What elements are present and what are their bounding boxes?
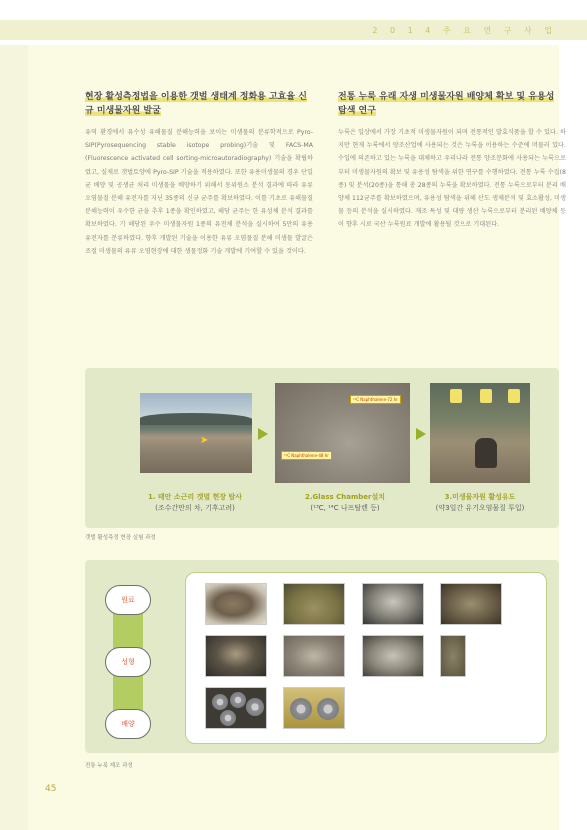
bucket-shape	[480, 389, 492, 403]
arrow-right-icon	[258, 428, 268, 440]
left-margin-strip	[0, 45, 28, 830]
left-article	[85, 90, 313, 258]
figure-caption: 갯벌 활성측정 현장 실험 과정	[85, 535, 156, 541]
step-title: 2.Glass Chamber설치	[304, 493, 386, 501]
nuruk-disc-shape	[290, 698, 312, 720]
step-subtitle: (¹³C, ¹⁴C 나프탈렌 등)	[310, 504, 380, 512]
step-label	[115, 492, 275, 514]
nuruk-disc-shape	[212, 694, 228, 710]
process-photo	[283, 687, 345, 729]
figure-caption: 전통 누룩 제조 과정	[85, 763, 133, 769]
naphthalene-tag: ¹⁴C Naphthalene-72 hr	[350, 395, 401, 404]
process-photo	[362, 635, 424, 677]
page-number: 45	[45, 784, 57, 794]
bucket-shape	[508, 389, 520, 403]
location-marker-icon: ➤	[200, 435, 209, 446]
field-work-photo	[430, 383, 530, 483]
stage-raw-material: 원료	[105, 585, 151, 615]
glass-chamber-photo	[275, 383, 410, 483]
header-title: 2 0 1 4 주 요 연 구 사 업	[372, 26, 557, 35]
right-article-title: 전통 누룩 유래 자생 미생물자원 배양체 확보 및 유용성 탐색 연구	[338, 92, 555, 116]
step-subtitle: (조수간만의 차, 기후고려)	[155, 504, 235, 512]
arrow-right-icon	[416, 428, 426, 440]
stage-culture: 배양	[105, 709, 151, 739]
bucket-shape	[450, 389, 462, 403]
nuruk-disc-shape	[246, 698, 264, 716]
stage-molding: 성형	[105, 647, 151, 677]
step-title: 3.미생물자원 활성유도	[444, 493, 516, 501]
step-subtitle: (약3일간 유기오염물질 투입)	[435, 504, 525, 512]
process-photo	[283, 635, 345, 677]
nuruk-disc-shape	[317, 698, 339, 720]
figure-tidal-flat-experiment	[85, 368, 559, 528]
step-label	[265, 492, 425, 514]
process-photo	[205, 583, 267, 625]
step-label	[405, 492, 555, 514]
left-article-title: 현장 활성측정법을 이용한 갯벌 생태계 정화용 고효율 신규 미생물자원 발굴	[85, 92, 307, 116]
process-photo	[362, 583, 424, 625]
right-article	[338, 90, 566, 232]
tidal-flat-photo	[140, 393, 252, 473]
right-article-body: 누룩은 일상에서 가장 기초적 미생물자원이 되며 전통적인 발효식품을 할 수 있다. 하지만 현재 누룩에서 양조산업에 사용되는 것은 누룩을 이용하는 수준에 머물러 있다. 수입에 의존하고 있는 누룩을 대체하고 우리나라 전통 양조문화에 사용되는 누룩으로부터 미생물자원의 확보 및 유용성 탐색을 위한 연구를 수행하였다. 전통 누룩 수집(8종) 및 분석(20종)을 통해 총 28종의 누룩을 확보하였다. 전통 누룩으로부터 분리 배양체 112균주를 확보하였으며, 유용성 탐색을 위해 산도 생체분석 및 효소활성, 미생물 등의 분석을 실시하였다. 재조 특성 및 대량 생산 누룩으로부터 분리된 배양체 등이 향후 시료 국산 누룩원료 개발에 활용될 것으로 기대된다.	[338, 129, 566, 229]
process-photo	[283, 583, 345, 625]
naphthalene-tag: ¹³C Naphthalene-48 hr	[281, 451, 332, 460]
process-photo	[205, 635, 267, 677]
nuruk-disc-shape	[230, 692, 246, 708]
process-photo	[440, 583, 502, 625]
process-photo	[205, 687, 267, 729]
left-article-body: 유역 환경에서 유수성 유해물질 분해능력을 보이는 미생물의 분류학적으로 Pyro-SIP(Pyrosequencing stable isotope probing)기술 및 FACS-MA (Fluorescence activated cell sorting-microautoradiography) 기술을 확립하였고, 실제로 갯벌토양에 Pyro-SIP 기술을 적용하였다. 또한 유용미생물의 경우 단일균 배양 및 공생균 처리 미생물을 배양하기 위해서 동위원소 분석 결과에 따라 유류 오염물질 분해 유전자를 지닌 35종의 신규 균주를 확보하였다. 이를 기초로 유해물질 분해능력이 우수한 균을 추후 1종을 확인하였고, 해당 균주는 한 유성체 분석 결과를 확보하였다. 기 해당된 우수 미생물자원 1종의 유전체 분석을 실시하여 5만의 유용 유전자를 분류하였다. 향후 개발된 기술을 이용한 유류 오염물질 분해 미생물 발굴은 조절 미생물의 유류 오염현장에 대한 생물정화 기술 개발에 기여할 수 있을 것이다.	[85, 129, 313, 255]
process-photo	[440, 635, 466, 677]
mountain-shape	[140, 413, 252, 425]
step-title: 1. 태안 소근리 갯벌 현장 탐사	[147, 493, 243, 501]
nuruk-disc-shape	[220, 710, 236, 726]
person-shape	[475, 438, 497, 468]
figure-nuruk-process	[85, 560, 559, 753]
